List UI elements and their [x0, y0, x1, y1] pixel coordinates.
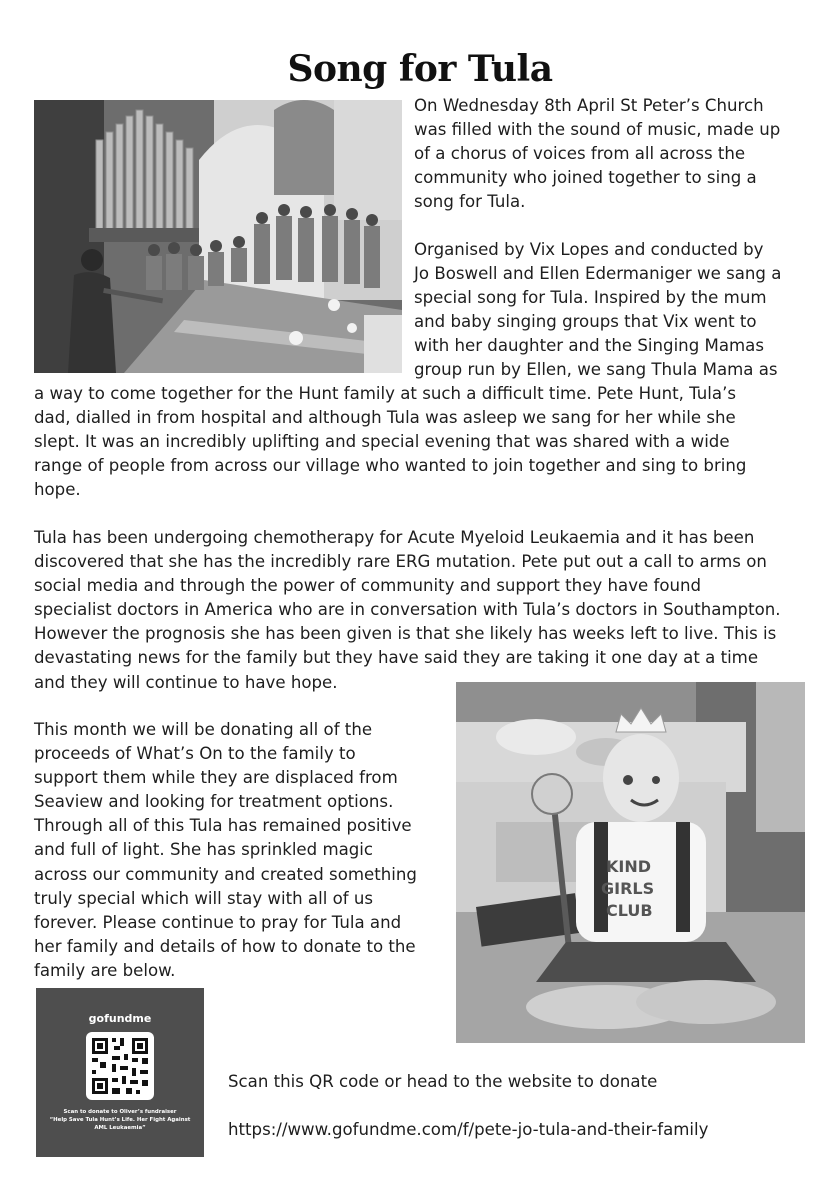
scan-instruction: Scan this QR code or head to the website to donate: [228, 1072, 658, 1091]
text-line: and full of light. She has sprinkled magic: [34, 840, 374, 860]
text-line: song for Tula.: [414, 192, 526, 212]
text-line: Through all of this Tula has remained positive: [34, 816, 412, 836]
shirt-text-line-2: GIRLS: [601, 879, 655, 898]
text-line: range of people from across our village who wanted to join together and sing to bring: [34, 456, 747, 476]
text-line: with her daughter and the Singing Mamas: [414, 336, 764, 356]
text-line: was filled with the sound of music, made up: [414, 120, 781, 140]
text-line: across our community and created something: [34, 864, 417, 884]
qr-caption-line: AML Leukaemia”: [94, 1125, 146, 1131]
shirt-text-line-1: KIND: [606, 857, 652, 876]
text-line: dad, dialled in from hospital and although Tula was asleep we sang for her while she: [34, 408, 736, 428]
text-line: Jo Boswell and Ellen Edermaniger we sang a: [414, 264, 782, 284]
text-line: special song for Tula. Inspired by the mum: [414, 288, 767, 308]
text-line: Seaview and looking for treatment options.: [34, 792, 394, 812]
qr-caption-line: “Help Save Tula Hunt’s Life. Her Fight Against: [49, 1117, 191, 1123]
qr-code-icon: [86, 1032, 154, 1100]
text-line: her family and details of how to donate to the: [34, 936, 416, 956]
text-line: devastating news for the family but they have said they are taking it one day at a time: [34, 648, 759, 668]
qr-caption: [42, 1108, 198, 1132]
text-line: Tula has been undergoing chemotherapy for Acute Myeloid Leukaemia and it has been: [34, 528, 755, 547]
organised-paragraph-bottom: [34, 382, 746, 502]
text-line: community who joined together to sing a: [414, 168, 757, 188]
text-line: proceeds of What’s On to the family to: [34, 744, 356, 764]
donate-url-link[interactable]: https://www.gofundme.com/f/pete-jo-tula-and-their-family: [228, 1120, 709, 1139]
text-line: specialist doctors in America who are in conversation with Tula’s doctors in Southampton.: [34, 600, 781, 620]
donation-paragraph: [34, 718, 417, 983]
gofundme-logo: gofundme: [88, 1012, 152, 1025]
text-line: and baby singing groups that Vix went to: [414, 312, 757, 332]
organised-paragraph-top: [414, 238, 781, 383]
tula-hospital-photo: [456, 682, 805, 1043]
shirt-text-line-3: CLUB: [606, 901, 653, 920]
text-line: forever. Please continue to pray for Tula and: [34, 912, 402, 932]
text-line: discovered that she has the incredibly rare ERG mutation. Pete put out a call to arms on: [34, 552, 767, 572]
text-line: However the prognosis she has been given is that she likely has weeks left to live. This is: [34, 624, 777, 644]
gofundme-qr-card[interactable]: [36, 988, 204, 1157]
text-line: Organised by Vix Lopes and conducted by: [414, 240, 764, 259]
text-line: slept. It was an incredibly uplifting and special evening that was shared with a wide: [34, 432, 730, 452]
qr-code[interactable]: [86, 1032, 154, 1100]
text-line: hope.: [34, 480, 81, 500]
text-line: and they will continue to have hope.: [34, 672, 338, 692]
church-choir-photo: [34, 100, 402, 373]
text-line: social media and through the power of community and support they have found: [34, 576, 702, 596]
text-line: support them while they are displaced from: [34, 768, 398, 788]
text-line: a way to come together for the Hunt family at such a difficult time. Pete Hunt, Tula’s: [34, 384, 736, 403]
chemotherapy-paragraph: [34, 526, 781, 695]
text-line: of a chorus of voices from all across the: [414, 144, 746, 164]
text-line: truly special which will stay with all of us: [34, 888, 374, 908]
intro-paragraph: [414, 94, 780, 214]
text-line: family are below.: [34, 960, 176, 980]
text-line: This month we will be donating all of the: [34, 720, 373, 739]
qr-caption-line: Scan to donate to Oliver’s fundraiser: [63, 1109, 177, 1115]
text-line: group run by Ellen, we sang Thula Mama as: [414, 360, 778, 380]
text-line: On Wednesday 8th April St Peter’s Church: [414, 96, 764, 115]
article-title: Song for Tula: [287, 48, 553, 90]
